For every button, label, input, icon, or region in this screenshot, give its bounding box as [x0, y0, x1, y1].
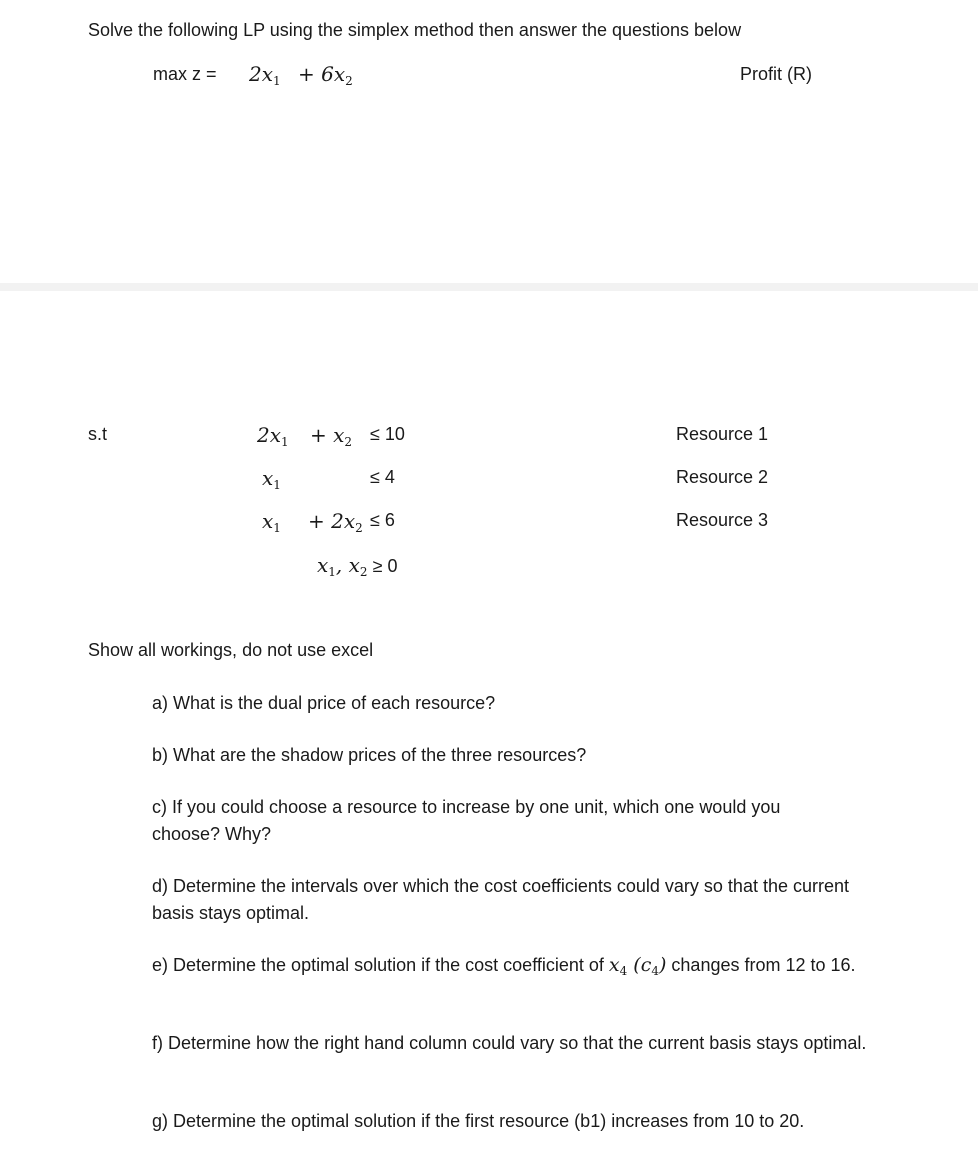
question-c: c) If you could choose a resource to increase by one unit, which one would you choose? Why? — [152, 797, 781, 844]
question-g: g) Determine the optimal solution if the first resource (b1) increases from 10 to 20. — [152, 1111, 805, 1131]
constraint1-term1: $2x_1$ — [257, 423, 289, 449]
constraint1-term2: + $x_2$ — [310, 423, 353, 449]
constraint3-term2: + $2x_2$ — [308, 509, 363, 535]
constraint3-term1: $x_1$ — [262, 509, 281, 535]
question-e: e) Determine the optimal solution if the cost coefficient of $x_4$ $(c_4)$ changes from 12 to 16. — [152, 954, 856, 978]
instruction-heading: Solve the following LP using the simplex method then answer the questions below — [88, 20, 742, 40]
question-b: b) What are the shadow prices of the three resources? — [152, 745, 587, 765]
objective-label: max z = — [153, 64, 217, 84]
constraint3-rhs: ≤ 6 — [370, 510, 395, 530]
constraint1-label: Resource 1 — [676, 424, 769, 444]
objective-term-x2: + $6x_2$ — [298, 62, 353, 88]
nonnegativity-constraint: $x_1$, $x_2 \ge 0$ — [317, 553, 398, 579]
objective-note: Profit (R) — [740, 64, 812, 84]
question-f: f) Determine how the right hand column could vary so that the current basis stays optimal. — [152, 1033, 867, 1053]
constraint2-rhs: ≤ 4 — [370, 467, 395, 487]
constraint2-term1: $x_1$ — [262, 466, 281, 492]
subject-to-label: s.t — [88, 424, 108, 444]
workings-note: Show all workings, do not use excel — [88, 640, 374, 660]
objective-term-x1: $2x_1$ — [249, 62, 281, 88]
constraint1-rhs: ≤ 10 — [370, 424, 405, 444]
question-d: d) Determine the intervals over which the cost coefficients could vary so that the current basis stays optimal. — [152, 876, 849, 923]
constraint2-label: Resource 2 — [676, 467, 769, 487]
question-a: a) What is the dual price of each resource? — [152, 693, 496, 713]
page-break-divider — [0, 283, 978, 291]
constraint3-label: Resource 3 — [676, 510, 769, 530]
